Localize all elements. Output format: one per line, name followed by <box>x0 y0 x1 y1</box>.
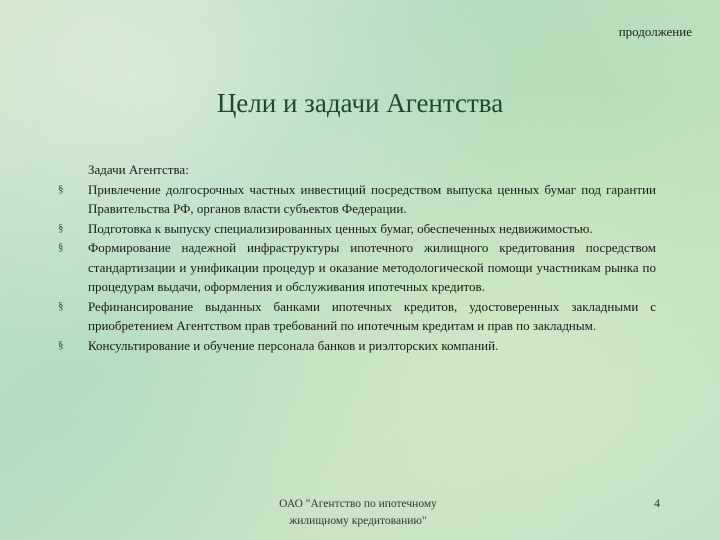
footer-org-line2: жилищному кредитованию" <box>289 515 427 527</box>
bullet-icon: § <box>58 241 64 253</box>
bullet-icon: § <box>58 182 64 195</box>
continuation-label: продолжение <box>618 24 692 39</box>
list-item <box>58 180 656 219</box>
list-item-text: Привлечение долгосрочных частных инвестиций посредством выпуска ценных бумаг под гарантии Правительства РФ, органов власти субъектов Федерации. <box>88 181 656 216</box>
page-number: 4 <box>654 496 660 510</box>
bullet-icon: § <box>58 221 64 234</box>
list-item-text: Рефинансирование выданных банками ипотечных кредитов, удостоверенных закладными с приобретением Агентством прав требований по ипотечным кредитам и прав по закладным. <box>88 298 656 333</box>
list-item <box>58 238 656 297</box>
tasks-subheading: Задачи Агентства: <box>88 162 189 177</box>
bullet-icon: § <box>58 338 64 351</box>
list-item <box>58 297 656 336</box>
list-item-text: Консультирование и обучение персонала банков и риэлторских компаний. <box>88 337 499 353</box>
list-item <box>58 336 656 356</box>
list-item-text: Формирование надежной инфраструктуры ипотечного жилищного кредитования посредством стандартизации и унификации процедур и оказание методологической помощи участникам рынка по процедурам выдачи, оформления и обслуживания ипотечных кредитов. <box>88 240 656 294</box>
footer-org-line1: ОАО "Агентство по ипотечному <box>279 498 437 510</box>
slide-content <box>58 160 656 355</box>
slide-title: Цели и задачи Агентства <box>216 88 504 118</box>
list-item <box>58 219 656 239</box>
bullet-icon: § <box>58 299 64 312</box>
footer-organization <box>248 496 468 530</box>
list-item-text: Подготовка к выпуску специализированных ценных бумаг, обеспеченных недвижимостью. <box>88 220 593 236</box>
